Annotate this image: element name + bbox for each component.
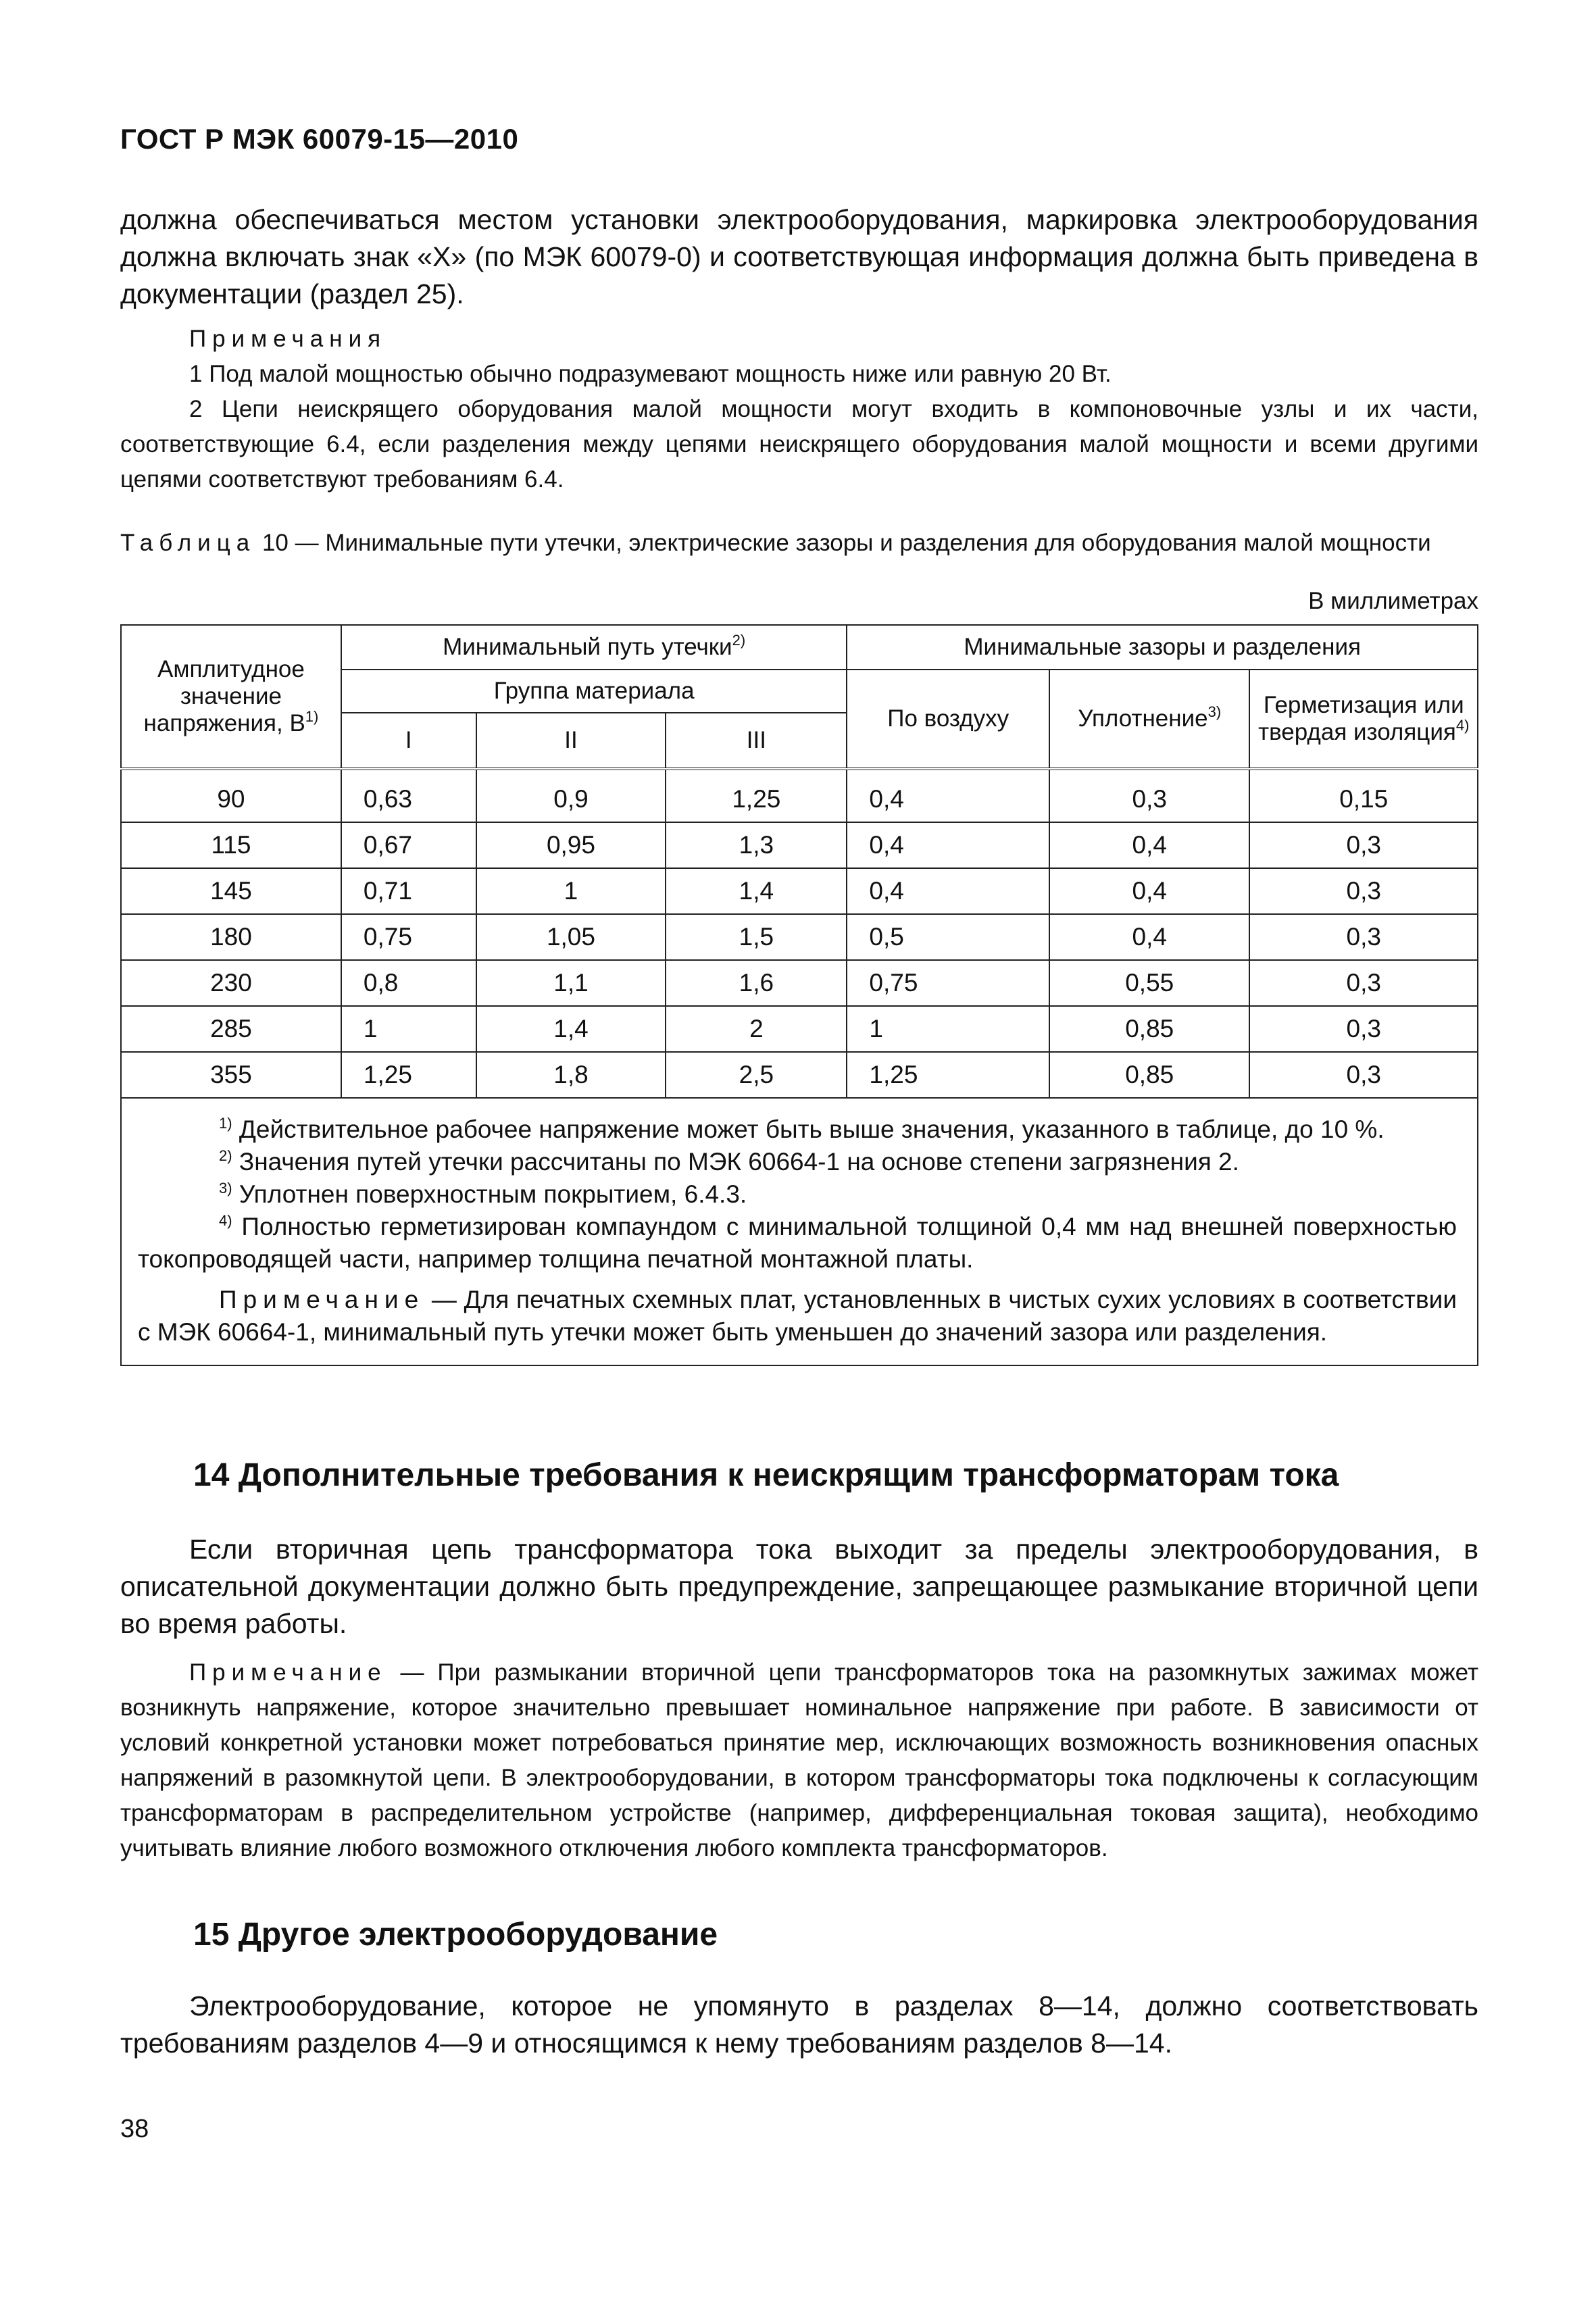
- cell-group-3: 1,6: [666, 960, 847, 1006]
- header-group-2: II: [476, 713, 666, 769]
- header-group-3: III: [666, 713, 847, 769]
- header-clearances: Минимальные зазоры и разделения: [847, 625, 1478, 670]
- cell-group-1: 1,25: [341, 1052, 476, 1098]
- table-row: [121, 868, 1478, 914]
- note-item-1: 1 Под малой мощностью обычно подразумевают мощность ниже или равную 20 Вт.: [189, 361, 1112, 387]
- cell-voltage: 115: [121, 822, 341, 868]
- cell-coating: 0,4: [1049, 868, 1249, 914]
- header-creepage: Минимальный путь утечки$^{2)}$: [341, 625, 847, 670]
- header-group-1: I: [341, 713, 476, 769]
- cell-group-2: 1,4: [476, 1006, 666, 1052]
- header-amplitude: Амплитудное значение напряжения, $В^{1)}$: [121, 625, 341, 769]
- footnote-2: $^{2)}$ Значения путей утечки рассчитаны по МЭК 60664-1 на основе степени загрязнения 2.: [219, 1147, 1239, 1176]
- header-material-group: Группа материала: [341, 670, 847, 713]
- section-15-title: 15 Другое электрооборудование: [193, 1917, 718, 1953]
- table-row: [121, 960, 1478, 1006]
- table-footnotes: [121, 1098, 1478, 1365]
- note-item-2: 2 Цепи неискрящего оборудования малой мощности могут входить в компоновочные узлы и их части, соответствующие 6.4, если разделения между цепями неискрящего оборудования малой мощности и всеми другими цепями соответствуют требованиям 6.4.: [120, 396, 1478, 493]
- cell-encapsulation: 0,3: [1249, 868, 1478, 914]
- cell-group-3: 2,5: [666, 1052, 847, 1098]
- cell-air: 0,4: [847, 769, 1049, 822]
- cell-group-2: 1,05: [476, 914, 666, 960]
- cell-group-1: 0,63: [341, 769, 476, 822]
- cell-air: 0,75: [847, 960, 1049, 1006]
- cell-group-3: 1,5: [666, 914, 847, 960]
- footnote-3: $^{3)}$ Уплотнен поверхностным покрытием, 6.4.3.: [219, 1180, 747, 1208]
- table-row: [121, 1006, 1478, 1052]
- cell-group-2: 1: [476, 868, 666, 914]
- notes-heading: Примечания: [189, 326, 387, 352]
- cell-coating: 0,4: [1049, 914, 1249, 960]
- cell-voltage: 90: [121, 769, 341, 822]
- cell-group-1: 0,71: [341, 868, 476, 914]
- header-encapsulation: Герметизация или твердая изоляция$^{4)}$: [1249, 670, 1478, 769]
- cell-air: 0,5: [847, 914, 1049, 960]
- standard-header: ГОСТ Р МЭК 60079-15—2010: [120, 123, 519, 155]
- table-caption: [120, 526, 1478, 561]
- cell-encapsulation: 0,3: [1249, 1006, 1478, 1052]
- table-row: [121, 1052, 1478, 1098]
- cell-air: 0,4: [847, 822, 1049, 868]
- intro-paragraph: должна обеспечиваться местом установки электрооборудования, маркировка электрооборудования должна включать знак «Х» (по МЭК 60079-0) и соответствующая информация должна быть приведена в документации (раздел 25).: [120, 204, 1478, 309]
- table-row: [121, 769, 1478, 822]
- cell-voltage: 180: [121, 914, 341, 960]
- table-units: В миллиметрах: [1308, 588, 1478, 614]
- header-air: По воздуху: [847, 670, 1049, 769]
- cell-group-3: 1,25: [666, 769, 847, 822]
- cell-group-3: 1,3: [666, 822, 847, 868]
- section-14-title: 14 Дополнительные требования к неискрящим трансформаторам тока: [193, 1457, 1339, 1493]
- clearance-table: [120, 624, 1478, 1366]
- cell-group-1: 0,8: [341, 960, 476, 1006]
- cell-encapsulation: 0,3: [1249, 914, 1478, 960]
- table-note: Примечание — Для печатных схемных плат, установленных в чистых сухих условиях в соответствии с МЭК 60664-1, минимальный путь утечки может быть уменьшен до значений зазора или разделения.: [138, 1286, 1457, 1346]
- header-coating: Уплотнение$^{3)}$: [1049, 670, 1249, 769]
- table-row: [121, 822, 1478, 868]
- cell-air: 1,25: [847, 1052, 1049, 1098]
- cell-group-1: 0,67: [341, 822, 476, 868]
- section-14-note: Примечание — При размыкании вторичной цепи трансформаторов тока на разомкнутых зажимах может возникнуть напряжение, которое значительно превышает номинальное напряжение при работе. В зависимости от условий конкретной установки может потребоваться принятие мер, исключающих возможность возникновения опасных напряжений в разомкнутой цепи. В электрооборудовании, в котором трансформаторы тока подключены к согласующим трансформаторам в распределительном устройстве (например, дифференциальная токовая защита), необходимо учитывать влияние любого возможного отключения любого комплекта трансформаторов.: [120, 1659, 1478, 1861]
- cell-voltage: 355: [121, 1052, 341, 1098]
- table-row: [121, 914, 1478, 960]
- cell-group-2: 0,95: [476, 822, 666, 868]
- cell-group-2: 1,8: [476, 1052, 666, 1098]
- cell-coating: 0,85: [1049, 1006, 1249, 1052]
- cell-coating: 0,3: [1049, 769, 1249, 822]
- cell-air: 1: [847, 1006, 1049, 1052]
- cell-voltage: 230: [121, 960, 341, 1006]
- cell-group-2: 1,1: [476, 960, 666, 1006]
- notes-block: [120, 322, 1478, 497]
- footnote-4: $^{4)}$ Полностью герметизирован компаундом с минимальной толщиной 0,4 мм над внешней поверхностью токопроводящей части, например толщина печатной монтажной платы.: [138, 1212, 1457, 1273]
- cell-group-1: 1: [341, 1006, 476, 1052]
- cell-group-3: 1,4: [666, 868, 847, 914]
- cell-coating: 0,85: [1049, 1052, 1249, 1098]
- cell-group-2: 0,9: [476, 769, 666, 822]
- page-number: 38: [120, 2115, 149, 2143]
- cell-encapsulation: 0,3: [1249, 960, 1478, 1006]
- cell-encapsulation: 0,3: [1249, 1052, 1478, 1098]
- cell-air: 0,4: [847, 868, 1049, 914]
- table-caption-label: Таблица: [120, 530, 256, 556]
- table-caption-text: 10 — Минимальные пути утечки, электрические зазоры и разделения для оборудования малой мощности: [261, 530, 1431, 556]
- cell-encapsulation: 0,3: [1249, 822, 1478, 868]
- section-15-body: Электрооборудование, которое не упомянуто в разделах 8—14, должно соответствовать требованиям разделов 4—9 и относящимся к нему требованиям разделов 8—14.: [120, 1990, 1478, 2059]
- cell-voltage: 285: [121, 1006, 341, 1052]
- cell-group-3: 2: [666, 1006, 847, 1052]
- section-14-body: Если вторичная цепь трансформатора тока выходит за пределы электрооборудования, в описательной документации должно быть предупреждение, запрещающее размыкание вторичной цепи во время работы.: [120, 1534, 1478, 1639]
- cell-voltage: 145: [121, 868, 341, 914]
- cell-coating: 0,55: [1049, 960, 1249, 1006]
- footnote-1: $^{1)}$ Действительное рабочее напряжение может быть выше значения, указанного в таблице, до 10 %.: [219, 1115, 1385, 1143]
- cell-group-1: 0,75: [341, 914, 476, 960]
- cell-coating: 0,4: [1049, 822, 1249, 868]
- cell-encapsulation: 0,15: [1249, 769, 1478, 822]
